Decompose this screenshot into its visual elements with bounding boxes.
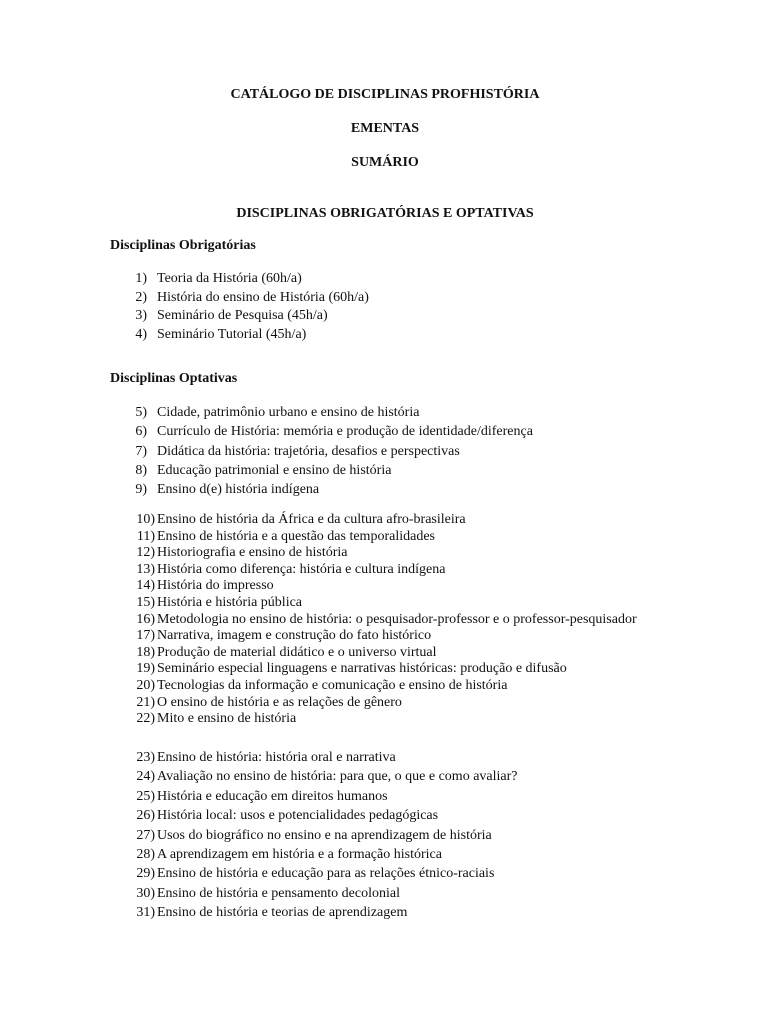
list-item	[110, 864, 670, 883]
list-item	[110, 661, 670, 678]
heading-obrigatorias: Disciplinas Obrigatórias	[110, 238, 256, 253]
document-subtitle-sumario: SUMÁRIO	[351, 155, 419, 170]
item-text: História local: usos e potencialidades pedagógicas	[157, 808, 439, 824]
list-obrigatorias	[110, 270, 670, 344]
item-text: História do ensino de História (60h/a)	[157, 289, 369, 305]
item-text: Historiografia e ensino de história	[157, 545, 348, 561]
item-text: Mito e ensino de história	[157, 711, 297, 727]
item-text: História e educação em direitos humanos	[157, 788, 388, 804]
list-item	[110, 512, 670, 529]
item-text: A aprendizagem em história e a formação histórica	[157, 847, 442, 863]
list-item	[110, 289, 670, 308]
item-number: 25)	[136, 788, 155, 804]
list-optativas-b	[110, 512, 670, 728]
item-number: 23)	[136, 750, 155, 765]
item-number: 28)	[136, 847, 155, 863]
list-item	[110, 442, 670, 461]
list-item	[110, 403, 670, 422]
item-text: Seminário de Pesquisa (45h/a)	[157, 308, 328, 323]
item-number: 30)	[136, 885, 155, 901]
item-text: História como diferença: história e cultura indígena	[157, 561, 446, 577]
list-item	[110, 711, 670, 728]
item-number: 31)	[136, 905, 155, 921]
list-item	[110, 595, 670, 612]
item-text: Ensino de história da África e da cultura afro-brasileira	[157, 512, 466, 527]
item-text: Ensino de história e pensamento decolonial	[157, 885, 400, 901]
list-item	[110, 845, 670, 864]
list-item	[110, 326, 670, 345]
list-item	[110, 628, 670, 645]
item-text: Ensino de história e a questão das temporalidades	[157, 528, 435, 544]
item-number: 21)	[136, 694, 155, 710]
list-item	[110, 578, 670, 595]
item-number: 9)	[135, 482, 147, 498]
item-text: Currículo de História: memória e produção de identidade/diferença	[157, 424, 533, 440]
item-number: 16)	[136, 611, 155, 627]
list-optativas-a	[110, 403, 670, 499]
list-item	[110, 748, 670, 767]
item-text: Narrativa, imagem e construção do fato histórico	[157, 628, 432, 644]
item-number: 13)	[136, 561, 155, 577]
item-number: 2)	[135, 289, 147, 305]
item-text: Seminário Tutorial (45h/a)	[157, 326, 307, 342]
list-item	[110, 826, 670, 845]
list-optativas-c	[110, 748, 670, 923]
item-text: O ensino de história e as relações de gênero	[157, 694, 402, 710]
item-number: 22)	[136, 711, 155, 727]
item-number: 26)	[136, 808, 155, 824]
item-text: Produção de material didático e o universo virtual	[157, 644, 437, 660]
item-text: Tecnologias da informação e comunicação e ensino de história	[157, 677, 508, 693]
item-number: 20)	[136, 677, 155, 693]
item-number: 6)	[135, 424, 147, 440]
item-number: 7)	[135, 443, 147, 459]
list-item	[110, 545, 670, 562]
item-number: 24)	[136, 769, 155, 785]
item-text: Seminário especial linguagens e narrativas históricas: produção e difusão	[157, 661, 567, 677]
list-item	[110, 678, 670, 695]
list-item	[110, 787, 670, 806]
item-text: Ensino de história e teorias de aprendizagem	[157, 905, 408, 921]
item-number: 1)	[135, 271, 147, 286]
item-number: 3)	[135, 308, 147, 323]
item-number: 4)	[135, 326, 147, 342]
item-number: 15)	[136, 594, 155, 610]
item-number: 19)	[136, 661, 155, 677]
list-item	[110, 529, 670, 546]
list-item	[110, 422, 670, 441]
item-text: Ensino de história: história oral e narrativa	[157, 750, 396, 765]
list-item	[110, 307, 670, 326]
list-item	[110, 884, 670, 903]
section-title: DISCIPLINAS OBRIGATÓRIAS E OPTATIVAS	[236, 206, 534, 221]
item-text: Cidade, patrimônio urbano e ensino de história	[157, 405, 420, 420]
item-text: Usos do biográfico no ensino e na aprendizagem de história	[157, 827, 492, 843]
list-item	[110, 480, 670, 499]
document-subtitle-ementas: EMENTAS	[350, 121, 420, 136]
item-number: 11)	[136, 528, 155, 544]
item-number: 29)	[136, 866, 155, 882]
list-item	[110, 461, 670, 480]
list-item	[110, 806, 670, 825]
heading-optativas: Disciplinas Optativas	[110, 371, 238, 386]
item-number: 27)	[136, 827, 155, 843]
item-text: Teoria da História (60h/a)	[157, 271, 302, 286]
list-item	[110, 270, 670, 289]
item-text: Avaliação no ensino de história: para que, o que e como avaliar?	[157, 769, 518, 785]
item-number: 17)	[136, 628, 155, 644]
list-item	[110, 645, 670, 662]
item-number: 18)	[136, 644, 155, 660]
item-text: Didática da história: trajetória, desafios e perspectivas	[157, 443, 460, 459]
list-item	[110, 903, 670, 922]
list-item	[110, 695, 670, 712]
item-text: Ensino d(e) história indígena	[157, 482, 320, 498]
list-item	[110, 767, 670, 786]
document-title: CATÁLOGO DE DISCIPLINAS PROFHISTÓRIA	[230, 87, 540, 102]
item-text: Ensino de história e educação para as relações étnico-raciais	[157, 866, 495, 882]
item-number: 8)	[135, 462, 147, 478]
list-item	[110, 562, 670, 579]
item-number: 10)	[136, 512, 155, 527]
item-number: 14)	[136, 578, 155, 594]
list-item	[110, 612, 670, 629]
item-text: História do impresso	[157, 578, 274, 594]
item-text: Educação patrimonial e ensino de história	[157, 462, 392, 478]
item-number: 5)	[135, 405, 147, 420]
item-text: Metodologia no ensino de história: o pesquisador-professor e o professor-pesquisador	[157, 611, 637, 627]
item-number: 12)	[136, 545, 155, 561]
item-text: História e história pública	[157, 594, 303, 610]
